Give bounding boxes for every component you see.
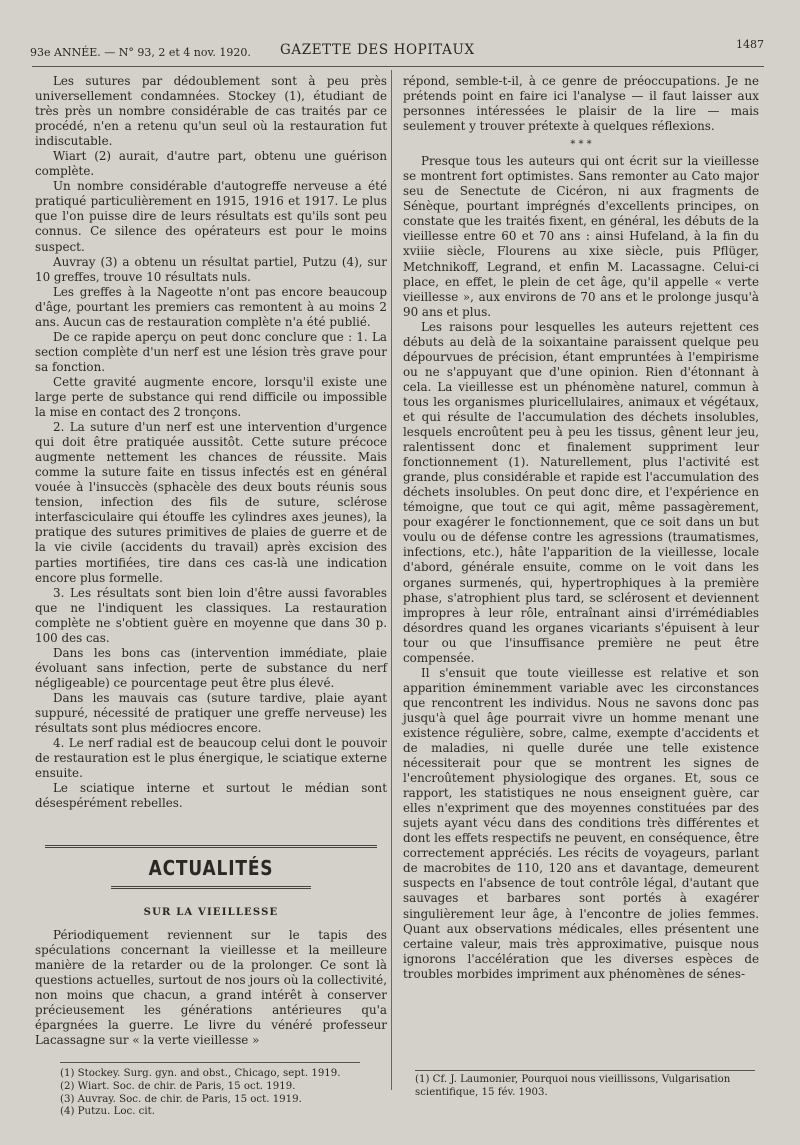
paragraph: 3. Les résultats sont bien loin d'être aussi favorables que ne l'indiquent les classiques. La restauration complète ne s'obtient guère en moyenne que dans 30 p. 100 des cas. — [35, 585, 387, 645]
paragraph: 2. La suture d'un nerf est une intervention d'urgence qui doit être pratiquée aussitôt. Cette suture précoce augmente nettement les chances de réussite. Mais comme la suture faite en tissus infectés est en général vouée à l'insuccès (sphacèle des deux bouts réunis sous tension, infection des fils de suture, sclérose interfasciculaire qui étouffe les cylindres axes jeunes), la pratique des sutures primitives de plaies de guerre et de la vie civile (accidents du travail) après excision des parties mortifiées, tire dans ces cas-là une indication encore plus formelle. — [35, 420, 387, 585]
right-column — [403, 74, 759, 982]
title-rule-top — [45, 845, 377, 848]
paragraph: Auvray (3) a obtenu un résultat partiel, Putzu (4), sur 10 greffes, trouve 10 résultats nuls. — [35, 254, 387, 284]
paragraph: Dans les mauvais cas (suture tardive, plaie ayant suppuré, nécessité de pratiquer une greffe nerveuse) les résultats sont plus médiocres encore. — [35, 690, 387, 736]
page-number: 1487 — [736, 38, 764, 51]
footnotes-right — [415, 1074, 760, 1100]
footnote: (4) Putzu. Loc. cit. — [60, 1106, 155, 1118]
footnote: (2) Wiart. Soc. de chir. de Paris, 15 oct. 1919. — [60, 1080, 296, 1092]
title-rule-bottom — [111, 886, 311, 889]
left-column-lower — [35, 928, 387, 1048]
footnote: (1) Cf. J. Laumonier, Pourquoi nous vieillissons, Vulgarisation scientifique, 15 fév. 1903. — [415, 1074, 731, 1098]
paragraph: Cette gravité augmente encore, lorsqu'il existe une large perte de substance qui rend difficile ou impossible la mise en contact des 2 tronçons. — [35, 374, 387, 420]
paragraph: Il s'ensuit que toute vieillesse est relative et son apparition éminemment variable avec les circonstances que rencontrent les individus. Nous ne savons donc pas jusqu'à quel âge pourrait vivre un homme menant une existence régulière, sobre, calme, exempte d'accidents et de maladies, ni quelle durée une telle existence nécessiterait pour que se montrent les signes de l'encroûtement physiologique des organes. Et, sous ce rapport, les statistiques ne nous enseignent guère, car elles n'expriment que des moyennes constituées par des sujets ayant vécu dans des conditions très différentes et dont les effets respectifs ne peuvent, en conséquence, être correctement appréciés. Les récits de voyageurs, parlant de macrobites de 110, 120 ans et davantage, demeurent suspects en l'absence de tout contrôle légal, d'autant que sauvages et barbares sont portés à exagérer singulièrement leur âge, à l'encontre de jolies femmes. Quant aux observations médicales, elles présentent une certaine valeur, mais très approximative, puisque nous ignorons l'accélération que les diverses espèces de troubles morbides impriment aux phénomènes de sénes- — [403, 665, 759, 981]
footnote: (1) Stockey. Surg. gyn. and obst., Chicago, sept. 1919. — [60, 1068, 341, 1079]
left-column — [35, 74, 387, 811]
column-divider — [391, 70, 392, 1090]
paragraph: Les greffes à la Nageotte n'ont pas encore beaucoup d'âge, pourtant les premiers cas remontent à au moins 2 ans. Aucun cas de restauration complète n'a été publié. — [35, 284, 387, 329]
footnote-rule-left — [60, 1062, 360, 1063]
journal-title: GAZETTE DES HOPITAUX — [280, 42, 475, 58]
footnote-rule-right — [415, 1070, 755, 1071]
section-stars: * * * — [570, 139, 592, 151]
issue-info: 93e ANNÉE. — N° 93, 2 et 4 nov. 1920. — [30, 46, 251, 59]
paragraph: Presque tous les auteurs qui ont écrit sur la vieillesse se montrent fort optimistes. Sans remonter au Cato major seu de Senectute de Cicéron, ni aux fragments de Sénèque, pourtant imprégnés d'excellents principes, on constate que les traités fixent, en général, les débuts de la vieillesse entre 60 et 70 ans : ainsi Hufeland, à la fin du xviiie siècle, Flourens au xixe siècle, puis Pflüger, Metchnikoff, Legrand, et enfin M. Lacassagne. Celui-ci place, en effet, le plein de cet âge, qu'il appelle « verte vieillesse », aux environs de 70 ans et le prolonge jusqu'à 90 ans et plus. — [403, 154, 759, 319]
paragraph: 4. Le nerf radial est de beaucoup celui dont le pouvoir de restauration est le plus énergique, le sciatique externe ensuite. — [35, 736, 387, 781]
paragraph: Dans les bons cas (intervention immédiate, plaie évoluant sans infection, perte de substance du nerf négligeable) ce pourcentage peut être plus élevé. — [35, 645, 387, 690]
paragraph: Le sciatique interne et surtout le médian sont désespérément rebelles. — [35, 781, 387, 811]
section-subtitle: SUR LA VIEILLESSE — [143, 907, 279, 918]
footnote: (3) Auvray. Soc. de chir. de Paris, 15 oct. 1919. — [60, 1093, 302, 1105]
section-title: ACTUALITÉS — [148, 856, 274, 880]
paragraph: Les raisons pour lesquelles les auteurs rejettent ces débuts au delà de la soixantaine paraissent quelque peu dépourvues de précision, étant empruntées à l'empirisme ou ne s'appuyant que d'une opinion. Rien d'étonnant à cela. La vieillesse est un phénomène naturel, commun à tous les organismes pluricellulaires, animaux et végétaux, et qui résulte de l'accumulation des déchets insolubles, lesquels encroûtent peu à peu les tissus, gênent leur jeu, ralentissent donc et finalement suppriment leur fonctionnement (1). Naturellement, plus l'activité est grande, plus considérable et rapide est l'accumulation des déchets insolubles. On peut donc dire, et l'expérience en témoigne, que tout ce qui agit, même passagèrement, pour exagérer le fonctionnement, que ce soit dans un but voulu ou de défense contre les agressions (traumatismes, infections, etc.), hâte l'apparition de la vieillesse, locale d'abord, générale ensuite, comme on le voit dans les organes surmenés, qui, hypertrophiques à la première phase, s'atrophient plus tard, se sclérosent et deviennent impropres à leur rôle, entraînant ainsi d'irrémédiables désordres quand les organes vicariants s'épuisent à leur tour ou que l'insuffisance première ne peut être compensée. — [403, 319, 759, 665]
paragraph: Wiart (2) aurait, d'autre part, obtenu une guérison complète. — [35, 149, 387, 179]
page-header — [30, 36, 764, 64]
paragraph: De ce rapide aperçu on peut donc conclure que : 1. La section complète d'un nerf est une lésion très grave pour sa fonction. — [35, 329, 387, 374]
section-title-block — [35, 845, 387, 918]
paragraph: répond, semble-t-il, à ce genre de préoccupations. Je ne prétends point en faire ici l'analyse — il faut laisser aux personnes intéressées le plaisir de la lire — mais seulement y trouver prétexte à quelques réflexions. — [403, 74, 759, 134]
paragraph: Les sutures par dédoublement sont à peu près universellement condamnées. Stockey (1), étudiant de très près un nombre considérable de cas traités par ce procédé, n'en a retenu qu'un seul où la restauration fut indiscutable. — [35, 74, 387, 149]
paragraph: Un nombre considérable d'autogreffe nerveuse a été pratiqué particulièrement en 1915, 1916 et 1917. Le plus que l'on puisse dire de leurs résultats est qu'ils sont peu connus. Ce silence des opérateurs est pour le moins suspect. — [35, 179, 387, 254]
paragraph: Périodiquement reviennent sur le tapis des spéculations concernant la vieillesse et la meilleure manière de la retarder ou de la prolonger. Ce sont là questions actuelles, surtout de nos jours où la collectivité, non moins que chacun, a grand intérêt à conserver précieusement les générations antérieures qu'a épargnées la guerre. Le livre du vénéré professeur Lacassagne sur « la verte vieillesse » — [35, 928, 387, 1048]
footnotes-left — [60, 1068, 380, 1119]
header-rule — [32, 66, 764, 67]
